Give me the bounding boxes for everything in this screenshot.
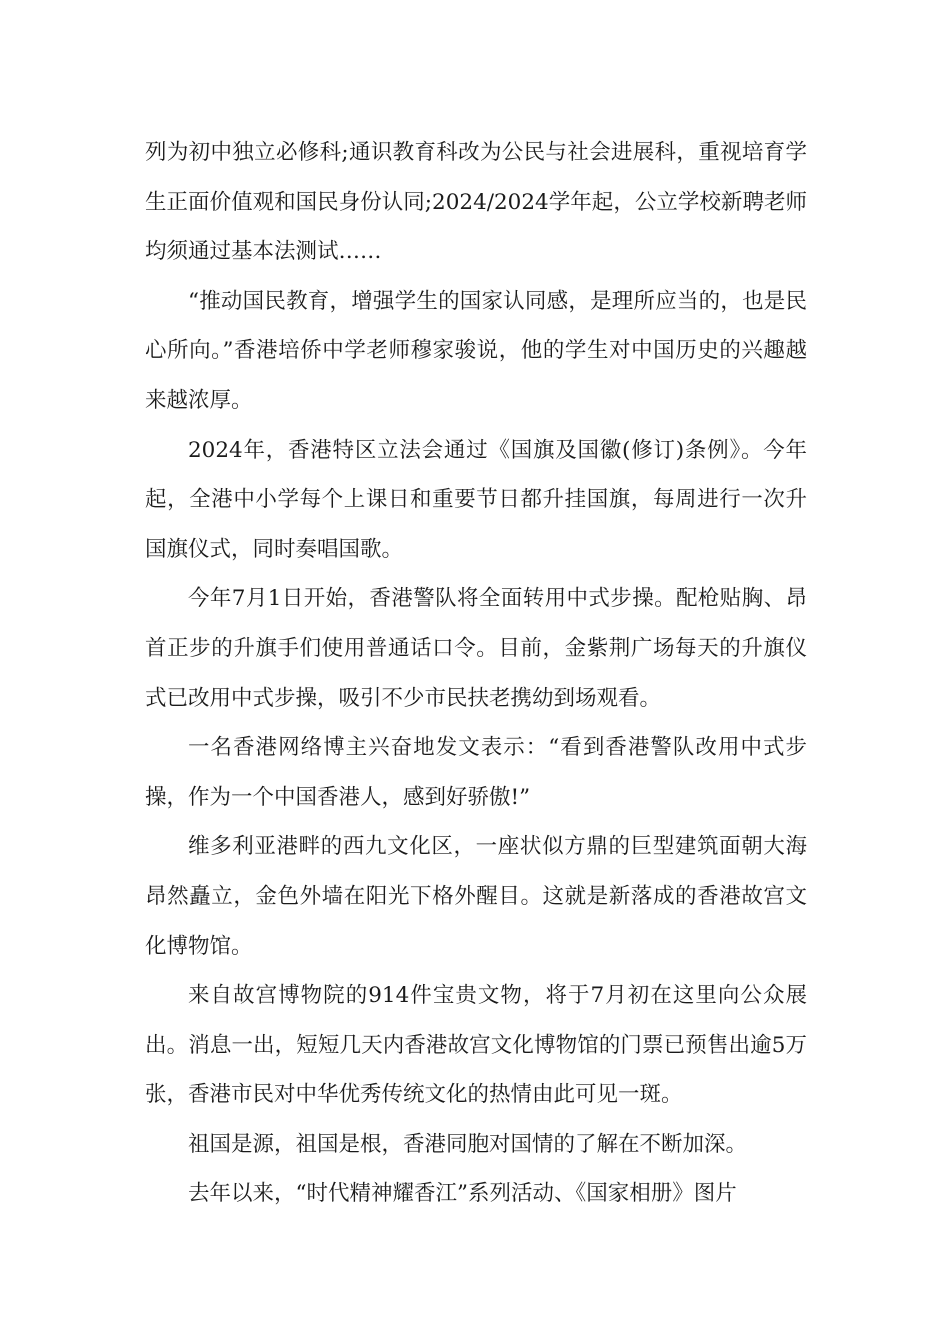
paragraph-2: “推动国民教育，增强学生的国家认同感，是理所应当的，也是民心所向。”香港培侨中学老师穆家骏说，他的学生对中国历史的兴趣越来越浓厚。	[145, 288, 807, 413]
paragraph-4: 今年7月1日开始，香港警队将全面转用中式步操。配枪贴胸、昂首正步的升旗手们使用普通话口令。目前，金紫荆广场每天的升旗仪式已改用中式步操，吸引不少市民扶老携幼到场观看。	[145, 586, 807, 711]
paragraph-7: 来自故宫博物院的914件宝贵文物，将于7月初在这里向公众展出。消息一出，短短几天内香港故宫文化博物馆的门票已预售出逾5万张，香港市民对中华优秀传统文化的热情由此可见一斑。	[145, 983, 807, 1108]
paragraph-6: 维多利亚港畔的西九文化区，一座状似方鼎的巨型建筑面朝大海昂然矗立，金色外墙在阳光下格外醒目。这就是新落成的香港故宫文化博物馆。	[145, 834, 807, 959]
paragraph-9: 去年以来，“时代精神耀香江”系列活动、《国家相册》图片	[188, 1181, 737, 1207]
paragraph-5: 一名香港网络博主兴奋地发文表示：“看到香港警队改用中式步操，作为一个中国香港人，感到好骄傲!”	[145, 735, 807, 810]
paragraph-1: 列为初中独立必修科;通识教育科改为公民与社会进展科，重视培育学生正面价值观和国民身份认同;2024/2024学年起，公立学校新聘老师均须通过基本法测试……	[145, 140, 807, 265]
paragraph-8: 祖国是源，祖国是根，香港同胞对国情的了解在不断加深。	[188, 1131, 748, 1157]
article-body	[145, 128, 807, 1219]
paragraph-3: 2024年，香港特区立法会通过《国旗及国徽(修订)条例》。今年起，全港中小学每个上课日和重要节日都升挂国旗，每周进行一次升国旗仪式，同时奏唱国歌。	[145, 437, 807, 562]
